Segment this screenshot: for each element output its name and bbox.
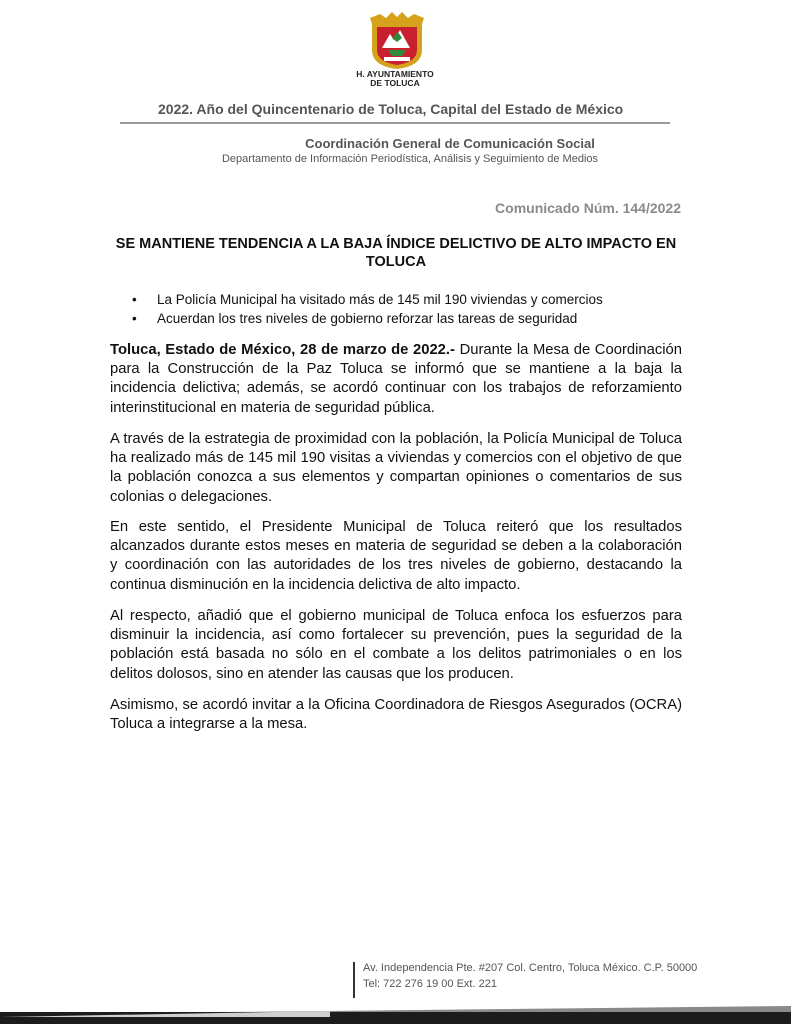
footer-address: Av. Independencia Pte. #207 Col. Centro, Toluca México. C.P. 50000: [363, 962, 698, 974]
bullet-item: [132, 309, 692, 328]
bullet-icon: •: [132, 311, 137, 326]
bullet-text: Acuerdan los tres niveles de gobierno reforzar las tareas de seguridad: [157, 311, 578, 326]
paragraph: Al respecto, añadió que el gobierno municipal de Toluca enfoca los esfuerzos para disminuir la incidencia, así como fortalecer su prevención, pues la seguridad de la población está basada no sólo en el combate a los delitos patrimoniales o en los delitos dolosos, sino en atender las causas que los producen.: [110, 608, 682, 682]
coordination-subtitle: Departamento de Información Periodística, Análisis y Seguimiento de Medios: [221, 153, 599, 165]
paragraph-intro: [110, 341, 682, 418]
bullet-icon: •: [132, 292, 137, 307]
paragraph: En este sentido, el Presidente Municipal de Toluca reiteró que los resultados alcanzados durante estos meses en materia de seguridad se deben a la colaboración y coordinación con las autoridades de los tres niveles de gobierno, destacando la continua disminución en la incidencia delictiva de alto impacto.: [110, 519, 682, 593]
logo-caption: [340, 70, 450, 88]
logo-caption-line2: DE TOLUCA: [370, 78, 420, 88]
logo-caption-line1: H. AYUNTAMIENTO: [356, 69, 434, 79]
coordination-title: Coordinación General de Comunicación Social: [305, 136, 595, 151]
footer-decoration: [0, 962, 791, 1024]
paragraph: Asimismo, se acordó invitar a la Oficina Coordinadora de Riesgos Asegurados (OCRA) Toluca a integrarse a la mesa.: [110, 697, 682, 733]
bullet-list: [132, 290, 692, 328]
year-banner: 2022. Año del Quincentenario de Toluca, Capital del Estado de México: [158, 101, 624, 117]
header-divider: [120, 122, 670, 124]
paragraph: A través de la estrategia de proximidad con la población, la Policía Municipal de Toluca ha realizado más de 145 mil 190 visitas a viviendas y comercios con el objetivo de que la población conozca a sus elementos y compartan opiniones o comentarios de sus colonias o delegaciones.: [110, 431, 682, 505]
communique-number: Comunicado Núm. 144/2022: [495, 200, 681, 216]
headline: SE MANTIENE TENDENCIA A LA BAJA ÍNDICE DELICTIVO DE ALTO IMPACTO EN TOLUCA: [115, 236, 677, 270]
toluca-coat-of-arms-icon: [362, 12, 432, 70]
dateline: Toluca, Estado de México, 28 de marzo de 2022.-: [110, 342, 455, 358]
bullet-text: La Policía Municipal ha visitado más de 145 mil 190 viviendas y comercios: [157, 292, 603, 307]
footer-phone: Tel: 722 276 19 00 Ext. 221: [363, 978, 497, 990]
paragraph-text: Durante la Mesa de Coordinación para la Construcción de la Paz Toluca se informó que se mantiene a la baja la incidencia delictiva; además, se acordó continuar con los trabajos de reforzamiento interinstitucional en materia de seguridad pública.: [110, 342, 682, 416]
bullet-item: [132, 290, 692, 309]
